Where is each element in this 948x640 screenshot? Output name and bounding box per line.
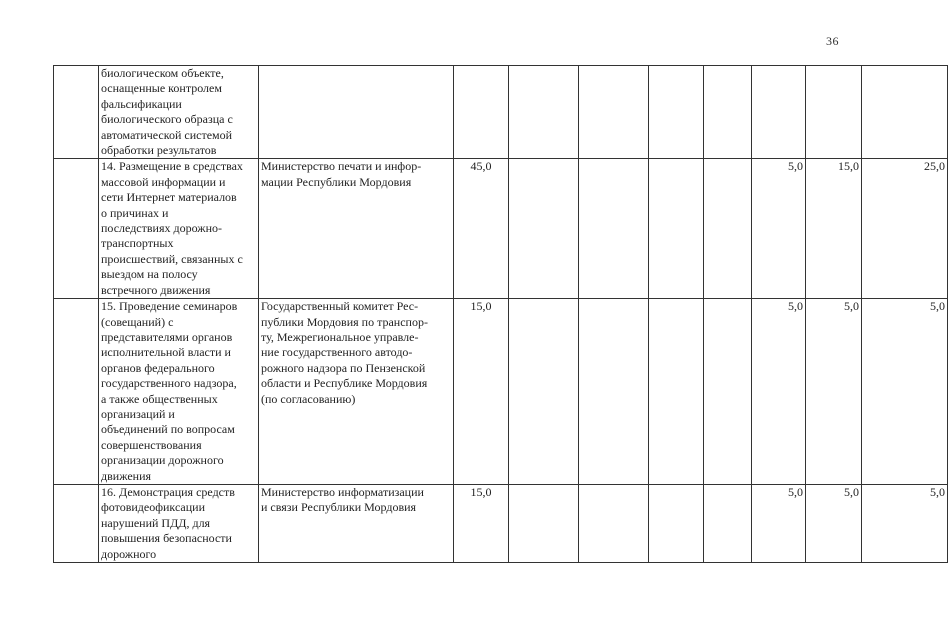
year-cell: [579, 484, 649, 562]
year-cell: [806, 66, 862, 159]
total-cell: 15,0: [454, 484, 509, 562]
year-cell: [649, 159, 704, 299]
year-cell: [579, 159, 649, 299]
year-cell: 25,0: [862, 159, 948, 299]
year-cell: 5,0: [806, 299, 862, 485]
blank-cell: [54, 299, 99, 485]
year-cell: [704, 299, 752, 485]
table-row: [54, 299, 948, 485]
table-row: [54, 159, 948, 299]
year-cell: [509, 299, 579, 485]
total-cell: 45,0: [454, 159, 509, 299]
year-cell: [862, 66, 948, 159]
year-cell: [752, 66, 806, 159]
executor-cell: Государственный комитет Рес- публики Мордовия по транспор- ту, Межрегиональное управле- ние государственного автодо- рожного надзора по Пензенской области и Республике Мордовия (по согласованию): [259, 299, 454, 485]
blank-cell: [54, 66, 99, 159]
table-row: [54, 66, 948, 159]
year-cell: 5,0: [752, 159, 806, 299]
year-cell: [704, 484, 752, 562]
year-cell: 5,0: [862, 299, 948, 485]
year-cell: 5,0: [752, 299, 806, 485]
total-cell: [454, 66, 509, 159]
total-cell: 15,0: [454, 299, 509, 485]
year-cell: [509, 159, 579, 299]
table-row: [54, 484, 948, 562]
blank-cell: [54, 159, 99, 299]
year-cell: [649, 484, 704, 562]
year-cell: [649, 299, 704, 485]
executor-cell: [259, 66, 454, 159]
year-cell: [704, 66, 752, 159]
year-cell: 15,0: [806, 159, 862, 299]
year-cell: 5,0: [862, 484, 948, 562]
measures-table: [53, 65, 948, 563]
executor-cell: Министерство информатизации и связи Республики Мордовия: [259, 484, 454, 562]
measure-cell: 14. Размещение в средствах массовой информации и сети Интернет материалов о причинах и последствиях дорожно- транспортных происшествий, связанных с выездом на полосу встречного движения: [99, 159, 259, 299]
year-cell: [509, 484, 579, 562]
year-cell: 5,0: [752, 484, 806, 562]
year-cell: [579, 66, 649, 159]
year-cell: [649, 66, 704, 159]
blank-cell: [54, 484, 99, 562]
executor-cell: Министерство печати и инфор- мации Республики Мордовия: [259, 159, 454, 299]
year-cell: 5,0: [806, 484, 862, 562]
measure-cell: биологическом объекте, оснащенные контролем фальсификации биологического образца с автоматической системой обработки результатов: [99, 66, 259, 159]
measure-cell: 16. Демонстрация средств фотовидеофиксации нарушений ПДД, для повышения безопасности дорожного: [99, 484, 259, 562]
measure-cell: 15. Проведение семинаров (совещаний) с представителями органов исполнительной власти и органов федерального государственного надзора, а также общественных организаций и объединений по вопросам совершенствования организации дорожного движения: [99, 299, 259, 485]
year-cell: [579, 299, 649, 485]
year-cell: [509, 66, 579, 159]
page-number: 36: [826, 34, 839, 48]
year-cell: [704, 159, 752, 299]
